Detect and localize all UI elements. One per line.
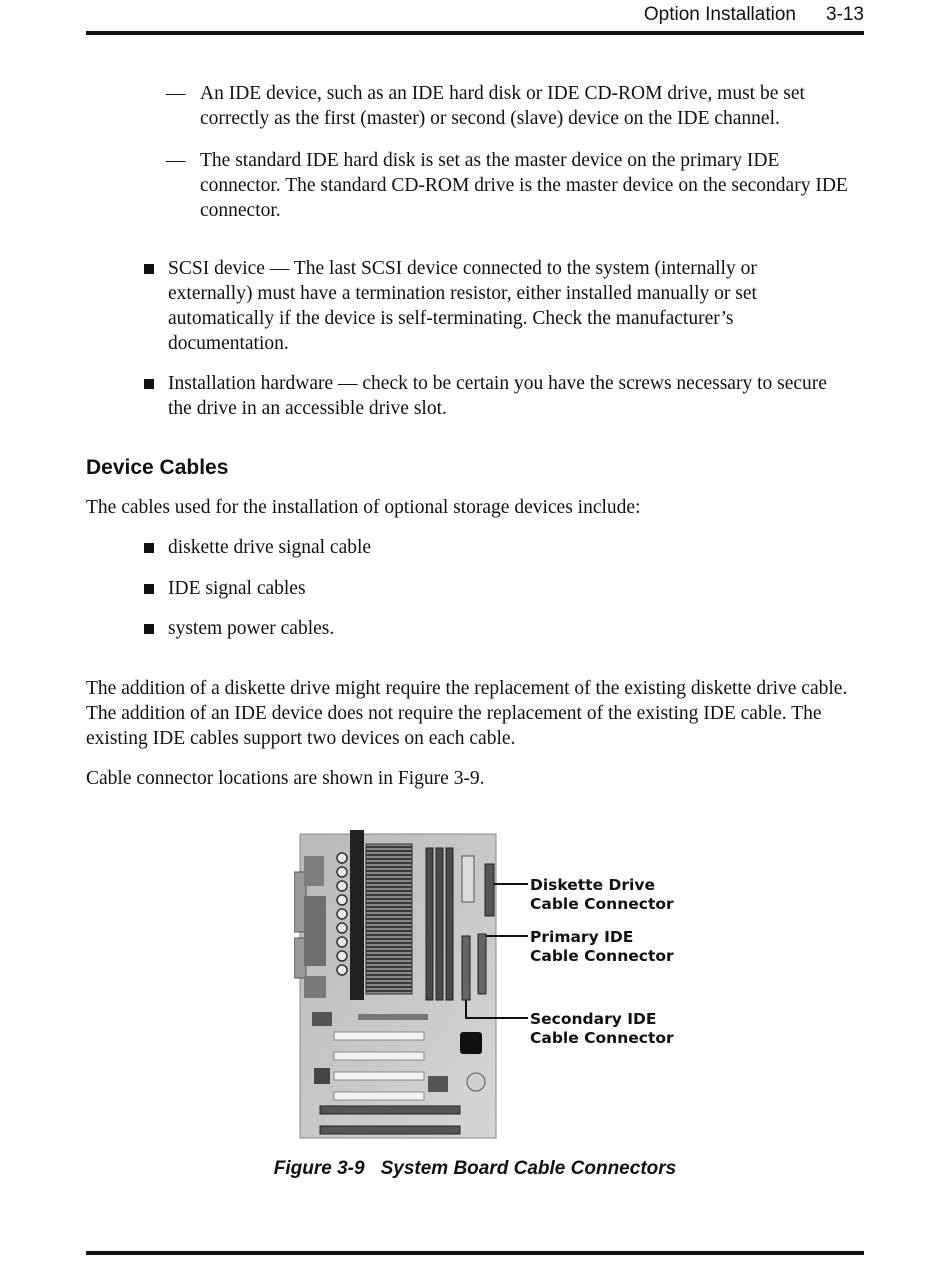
system-board-figure xyxy=(294,826,684,1144)
heatsink xyxy=(366,844,412,994)
bullet-item-text: SCSI device — The last SCSI device connected to the system (internally or externally) must have a termination resistor, either installed manually or set automatically if the device is self-terminating. Check the manufacturer’s documentation. xyxy=(168,258,757,354)
body-paragraph: The addition of a diskette drive might require the replacement of the existing diskette drive cable. The addition of an IDE device does not require the replacement of the existing IDE cable. The existing IDE cables support two devices on each cable. xyxy=(86,678,848,749)
cable-item-text: system power cables. xyxy=(168,618,335,639)
body-paragraph: Cable connector locations are shown in Figure 3-9. xyxy=(86,768,485,789)
callout-diskette-drive: Diskette Drive Cable Connector xyxy=(530,876,674,913)
callout-primary-ide: Primary IDE Cable Connector xyxy=(530,928,674,965)
cable-item-text: diskette drive signal cable xyxy=(168,537,372,558)
bullet-square-icon xyxy=(144,264,154,274)
chipset xyxy=(460,1032,482,1054)
cpu-slot xyxy=(350,830,364,1000)
dash-marker: — xyxy=(166,150,186,171)
callout-secondary-ide: Secondary IDE Cable Connector xyxy=(530,1010,674,1047)
dash-item-text: The standard IDE hard disk is set as the master device on the primary IDE connector. The standard CD-ROM drive is the master device on the secondary IDE connector. xyxy=(200,150,848,221)
system-board-illustration xyxy=(294,826,684,1144)
cable-list-item xyxy=(144,616,834,641)
bullet-list-item xyxy=(144,256,834,356)
bullet-square-icon xyxy=(144,584,154,594)
bullet-list-item xyxy=(144,371,834,421)
figure-caption xyxy=(0,1158,950,1180)
bullet-square-icon xyxy=(144,624,154,634)
cable-list-item xyxy=(144,535,834,560)
bullet-item-text: Installation hardware — check to be certain you have the screws necessary to secure the drive in an accessible drive slot. xyxy=(168,373,827,419)
bullet-square-icon xyxy=(144,379,154,389)
secondary-ide-connector xyxy=(462,936,470,1000)
diskette-connector xyxy=(485,864,494,916)
cable-item-text: IDE signal cables xyxy=(168,578,306,599)
dash-marker: — xyxy=(166,83,186,104)
footer-rule xyxy=(86,1251,864,1255)
figure-number: Figure 3-9 xyxy=(273,1158,365,1179)
dash-list-item xyxy=(166,81,861,131)
page-number: 3-13 xyxy=(825,4,864,25)
dash-list-item xyxy=(166,148,861,223)
dash-item-text: An IDE device, such as an IDE hard disk or IDE CD-ROM drive, must be set correctly as the first (master) or second (slave) device on the IDE channel. xyxy=(200,83,805,129)
primary-ide-connector xyxy=(478,934,486,994)
section-intro: The cables used for the installation of optional storage devices include: xyxy=(86,497,641,518)
section-heading: Device Cables xyxy=(86,456,229,479)
header-rule xyxy=(86,31,864,35)
cable-list-item xyxy=(144,576,834,601)
header-title: Option Installation xyxy=(643,4,796,25)
bullet-square-icon xyxy=(144,543,154,553)
figure-title: System Board Cable Connectors xyxy=(380,1158,677,1179)
